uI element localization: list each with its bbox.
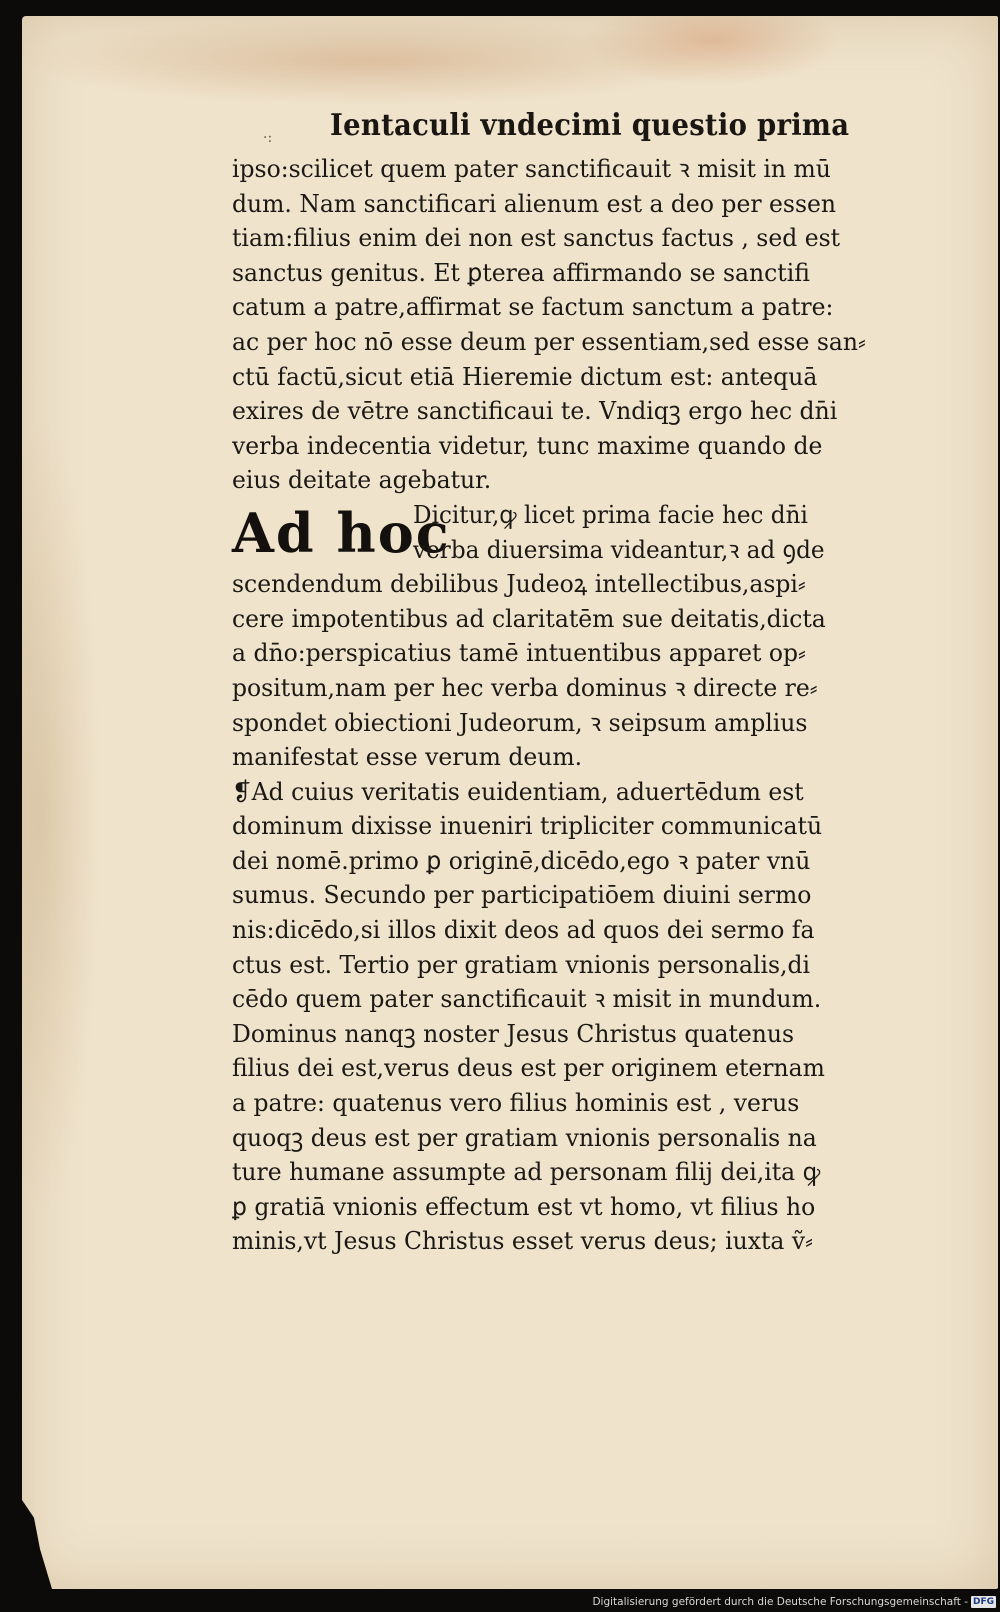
text-line: exires de vētre sanctificaui te. Vndiqꝫ ergo hec dn̄i [232,396,838,426]
paper-stain [582,16,842,86]
text-line: a patre: quatenus vero filius hominis est , verus [232,1088,800,1118]
text-line: a dn̄o:perspicatius tamē intuentibus apparet op⸗ [232,638,806,668]
text-block [232,152,952,1259]
paper-stain [22,416,102,1216]
paper-stain [22,16,722,106]
text-line: dei nomē.primo ꝑ originē,dicēdo,ego ꝛ pater vnū [232,845,811,875]
text-line: cere impotentibus ad claritatēm sue deitatis,dicta [232,603,826,633]
digitization-credit [592,1592,996,1612]
text-line: sanctus genitus. Et ꝑterea affirmando se sanctifi [232,257,810,287]
text-line: cēdo quem pater sanctificauit ꝛ misit in mundum. [232,984,822,1014]
text-line: ctus est. Tertio per gratiam vnionis personalis,di [232,949,811,979]
text-line: ctū factū,sicut etiā Hieremie dictum est: antequā [232,361,818,391]
text-line: Dicitur,ꝙ licet prima facie hec dn̄i [413,499,808,529]
text-line: dum. Nam sanctificari alienum est a deo per essen [232,188,837,218]
text-line: manifestat esse verum deum. [232,742,583,772]
running-head: Ientaculi vndecimi questio prima [330,108,850,143]
text-line: quoqꝫ deus est per gratiam vnionis personalis na [232,1122,817,1152]
credit-text: Digitalisierung gefördert durch die Deutsche Forschungsgemeinschaft - [592,1596,968,1608]
text-line: ture humane assumpte ad personam filij dei,ita ꝙ [232,1157,821,1187]
text-line: ꝑ gratiā vnionis effectum est vt homo, vt filius ho [232,1191,816,1221]
decorated-initial: Ad hoc [232,500,451,565]
dfg-logo: DFG [972,1597,994,1607]
text-line: eius deitate agebatur. [232,465,492,495]
text-line: filius dei est,verus deus est per originem eternam [232,1053,825,1083]
text-line: spondet obiectioni Judeorum, ꝛ seipsum amplius [232,707,808,737]
text-line: verba indecentia videtur, tunc maxime quando de [232,430,823,460]
text-line: tiam:filius enim dei non est sanctus factus , sed est [232,223,841,253]
paragraph-response [232,498,952,1259]
text-line: ❡Ad cuius veritatis euidentiam, aduertēdum est [232,776,804,806]
text-line: catum a patre,affirmat se factum sanctum a patre: [232,292,834,322]
text-line: ipso:scilicet quem pater sanctificauit ꝛ misit in mū [232,154,831,183]
text-line: dominum dixisse inueniri tripliciter communicatū [232,811,823,841]
text-line: minis,vt Jesus Christus esset verus deus; iuxta ṽ⸗ [232,1226,813,1256]
text-line: Dominus nanqꝫ noster Jesus Christus quatenus [232,1018,795,1048]
text-line: positum,nam per hec verba dominus ꝛ directe re⸗ [232,672,818,702]
text-line: scendendum debilibus Judeoꝝ intellectibus,aspi⸗ [232,569,806,599]
text-line: nis:dicēdo,si illos dixit deos ad quos dei sermo fa [232,915,815,945]
margin-mark: ·: [263,130,273,146]
text-line: sumus. Secundo per participatiōem diuini sermo [232,880,812,910]
text-line: ac per hoc nō esse deum per essentiam,sed esse san⸗ [232,326,866,356]
paragraph-objection [232,152,952,498]
text-line: verba diuersima videantur,ꝛ ad ꝯde [413,534,825,564]
